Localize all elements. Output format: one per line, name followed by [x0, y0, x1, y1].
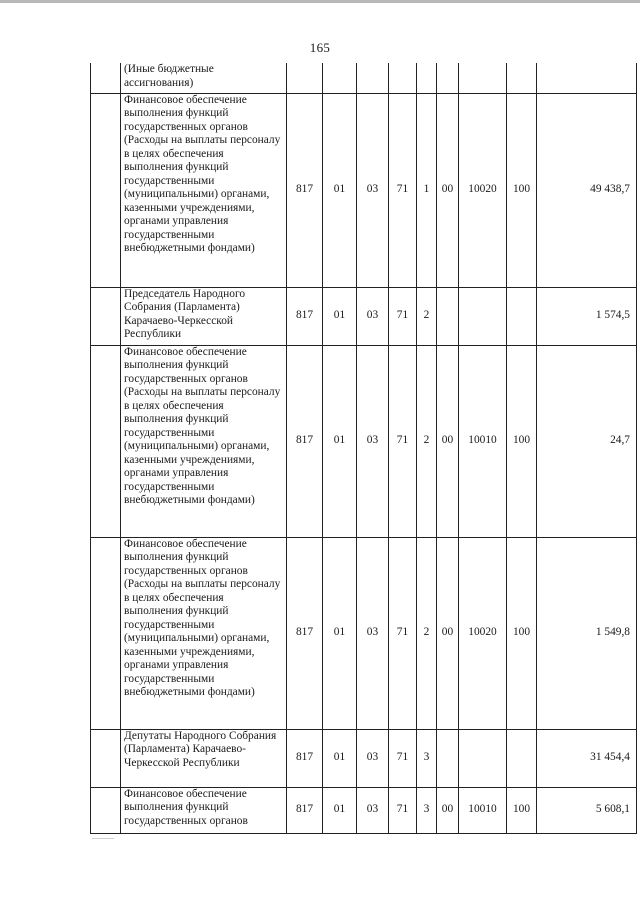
cell-ministry: 817 — [287, 93, 323, 287]
cell-section — [323, 63, 357, 93]
cell-code: 10020 — [459, 537, 507, 729]
cell-code — [459, 287, 507, 345]
cell-code: 10010 — [459, 345, 507, 537]
cell-expense-type — [507, 63, 537, 93]
table-row — [91, 787, 637, 833]
cell-code — [459, 729, 507, 787]
cell-direction: 00 — [437, 537, 459, 729]
page-number: 165 — [309, 40, 331, 55]
cell-program: 71 — [389, 345, 417, 537]
row-index-cell — [91, 63, 121, 93]
cell-ministry: 817 — [287, 729, 323, 787]
cell-subprogram — [417, 63, 437, 93]
cell-name: Финансовое обеспечение выполнения функций государственных органов (Расходы на выплаты персоналу в целях обеспечения выполнения функций государственными (муниципальными) органами, казенными учреждениями, органами управления государственными внебюджетными фондами) — [121, 93, 287, 287]
cell-name: Финансовое обеспечение выполнения функций государственных органов (Расходы на выплаты персоналу в целях обеспечения выполнения функций государственными (муниципальными) органами, казенными учреждениями, органами управления государственными внебюджетными фондами) — [121, 537, 287, 729]
row-index-cell — [91, 93, 121, 287]
cell-expense-type: 100 — [507, 787, 537, 833]
cell-subprogram: 2 — [417, 287, 437, 345]
cell-name: Финансовое обеспечение выполнения функций государственных органов (Расходы на выплаты персоналу в целях обеспечения выполнения функций государственными (муниципальными) органами, казенными учреждениями, органами управления государственными внебюджетными фондами) — [121, 345, 287, 537]
table-row — [91, 345, 637, 537]
cell-code: 10020 — [459, 93, 507, 287]
cell-subsection: 03 — [357, 729, 389, 787]
cell-ministry: 817 — [287, 287, 323, 345]
cell-ministry — [287, 63, 323, 93]
cell-ministry: 817 — [287, 537, 323, 729]
cell-subprogram: 1 — [417, 93, 437, 287]
cell-amount: 24,7 — [537, 345, 637, 537]
cell-name: Депутаты Народного Собрания (Парламента) Карачаево-Черкесской Республики — [121, 729, 287, 787]
cell-direction — [437, 287, 459, 345]
cell-name: (Иные бюджетные ассигнования) — [121, 63, 287, 93]
cell-program: 71 — [389, 787, 417, 833]
table-row — [91, 729, 637, 787]
cell-subprogram: 3 — [417, 787, 437, 833]
cell-program — [389, 63, 417, 93]
cell-section: 01 — [323, 537, 357, 729]
cell-subsection — [357, 63, 389, 93]
cell-expense-type — [507, 287, 537, 345]
table-row — [91, 537, 637, 729]
cell-section: 01 — [323, 345, 357, 537]
cell-direction: 00 — [437, 93, 459, 287]
cell-subsection: 03 — [357, 787, 389, 833]
cell-amount: 1 574,5 — [537, 287, 637, 345]
cell-program: 71 — [389, 729, 417, 787]
scan-top-edge — [0, 0, 640, 3]
cell-amount: 31 454,4 — [537, 729, 637, 787]
row-index-cell — [91, 537, 121, 729]
cell-expense-type: 100 — [507, 537, 537, 729]
cell-section: 01 — [323, 729, 357, 787]
cell-subsection: 03 — [357, 287, 389, 345]
cell-subsection: 03 — [357, 93, 389, 287]
table-row — [91, 287, 637, 345]
cell-expense-type — [507, 729, 537, 787]
cell-subprogram: 2 — [417, 345, 437, 537]
cell-ministry: 817 — [287, 345, 323, 537]
cell-program: 71 — [389, 287, 417, 345]
cell-amount — [537, 63, 637, 93]
cell-subprogram: 2 — [417, 537, 437, 729]
cell-subsection: 03 — [357, 537, 389, 729]
cell-section: 01 — [323, 287, 357, 345]
cell-section: 01 — [323, 787, 357, 833]
cell-direction: 00 — [437, 345, 459, 537]
cell-expense-type: 100 — [507, 93, 537, 287]
cell-subsection: 03 — [357, 345, 389, 537]
cell-program: 71 — [389, 537, 417, 729]
table-row — [91, 93, 637, 287]
cell-direction — [437, 63, 459, 93]
cell-direction — [437, 729, 459, 787]
row-index-cell — [91, 729, 121, 787]
row-index-cell — [91, 787, 121, 833]
cell-ministry: 817 — [287, 787, 323, 833]
cell-section: 01 — [323, 93, 357, 287]
scan-artifact — [92, 838, 114, 839]
budget-table-body — [91, 63, 637, 833]
budget-table — [90, 63, 637, 834]
cell-amount: 5 608,1 — [537, 787, 637, 833]
cell-direction: 00 — [437, 787, 459, 833]
table-row — [91, 63, 637, 93]
row-index-cell — [91, 345, 121, 537]
cell-code — [459, 63, 507, 93]
cell-program: 71 — [389, 93, 417, 287]
cell-amount: 1 549,8 — [537, 537, 637, 729]
row-index-cell — [91, 287, 121, 345]
cell-expense-type: 100 — [507, 345, 537, 537]
cell-subprogram: 3 — [417, 729, 437, 787]
cell-name: Финансовое обеспечение выполнения функций государственных органов — [121, 787, 287, 833]
cell-amount: 49 438,7 — [537, 93, 637, 287]
cell-name: Председатель Народного Собрания (Парламента) Карачаево-Черкесской Республики — [121, 287, 287, 345]
cell-code: 10010 — [459, 787, 507, 833]
